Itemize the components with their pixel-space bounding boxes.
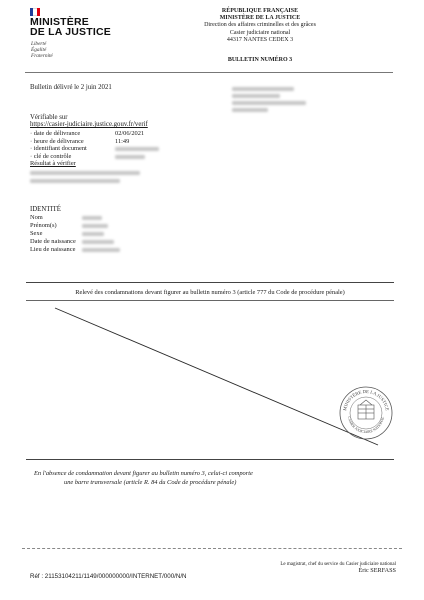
absence-note — [34, 470, 253, 487]
header-direction: Direction des affaires criminelles et des grâces — [204, 22, 316, 29]
identity-label-date-naissance: Date de naissance — [30, 238, 76, 245]
magistrate-title: Le magistrat, chef du service du Casier judiciaire national — [280, 562, 396, 567]
header-ministry: MINISTÈRE DE LA JUSTICE — [219, 15, 301, 22]
header-casier: Casier judiciaire national — [229, 29, 291, 36]
identity-label-prenoms: Prénom(s) — [30, 222, 57, 229]
footer-divider — [22, 548, 402, 549]
ministry-logo-line1: MINISTÈRE — [30, 16, 89, 28]
field-key-label: · clé de contrôle — [30, 152, 72, 160]
motto-liberte: Liberté — [31, 41, 47, 47]
verification-title: Vérifiable sur — [30, 114, 68, 121]
document-reference: Réf : 21153104211/1149/000000000/INTERNET/000/N/N — [30, 573, 187, 580]
transversal-bar-line — [55, 308, 378, 445]
identity-label-sexe: Sexe — [30, 230, 43, 237]
stamp-outer-text: MINISTÈRE DE LA JUSTICE — [342, 388, 390, 412]
verification-url-link[interactable]: https://casier-judiciaire.justice.gouv.fr/verif — [30, 121, 148, 128]
stamp-inner-text: CASIER JUDICIAIRE NATIONAL — [347, 416, 385, 435]
magistrate-name: Éric SERFASS — [358, 566, 396, 574]
result-label: Résultat à vérifier — [30, 160, 76, 167]
field-date-value: 02/06/2021 — [115, 130, 145, 137]
identity-label-nom: Nom — [30, 214, 43, 221]
identity-label-lieu-naissance: Lieu de naissance — [30, 246, 76, 253]
header-address: 44317 NANTES CEDEX 3 — [226, 36, 294, 43]
absence-note-line2: une barre transversale (article R. 84 du Code de procédure pénale) — [64, 478, 237, 486]
field-time-label: · heure de délivrance — [30, 137, 84, 145]
stamp-emblem — [358, 400, 374, 419]
magistrate-signature — [170, 562, 396, 573]
field-date-label: · date de délivrance — [30, 130, 81, 137]
ministry-logo-line2: DE LA JUSTICE — [30, 26, 111, 38]
header-republic: RÉPUBLIQUE FRANÇAISE — [221, 8, 299, 14]
absence-note-line1: En l'absence de condamnation devant figurer au bulletin numéro 3, celui-ci comporte — [34, 470, 253, 477]
field-docid-label: · identifiant document — [30, 145, 87, 152]
identity-title: IDENTITÉ — [30, 206, 61, 213]
official-stamp — [338, 385, 394, 441]
delivery-date-text: Bulletin délivré le 2 juin 2021 — [30, 84, 112, 91]
motto-fraternite: Fraternité — [31, 52, 53, 59]
motto-egalite: Égalité — [31, 46, 47, 53]
bulletin-number-title: BULLETIN NUMÉRO 3 — [227, 57, 293, 63]
condemnations-title: Relevé des condamnations devant figurer au bulletin numéro 3 (article 777 du Code de procédure pénale) — [75, 289, 345, 296]
field-time-value: 11:49 — [115, 137, 130, 145]
